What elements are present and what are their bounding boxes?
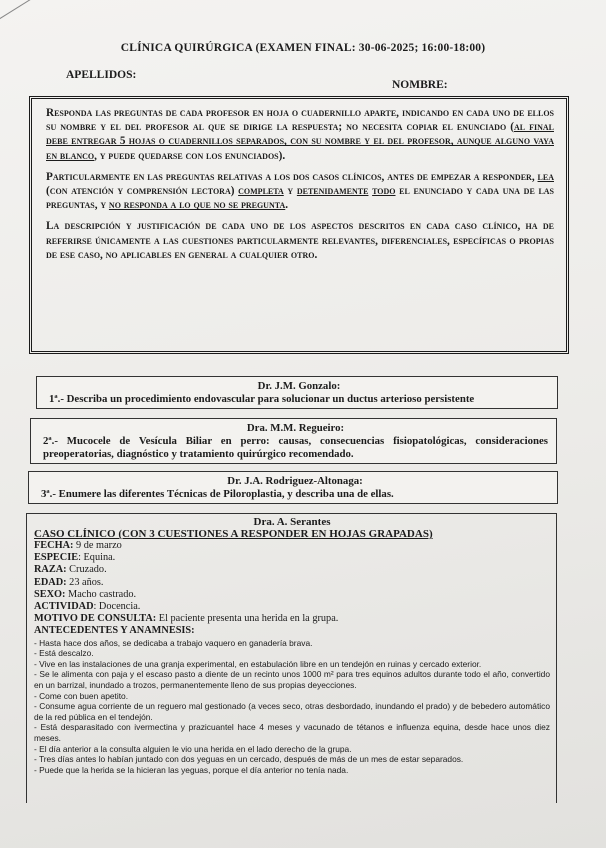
history-line: - Se le alimenta con paja y el escaso pasto a diente de un recinto unos 1000 m² para tres equinos adultos durante todo el año, convertido en un barrizal, inundado a trozos, permanentemente lleno de sus propias deyecciones. <box>34 669 550 690</box>
question-box-2 <box>30 418 557 464</box>
instructions-paragraph-2 <box>46 170 554 213</box>
history-line: - El día anterior a la consulta alguien le vio una herida en el lado derecho de la grupa. <box>34 743 352 754</box>
nombre-label: NOMBRE: <box>392 79 448 91</box>
case-field <box>34 601 550 613</box>
case-professor: Dra. A. Serantes <box>253 516 331 528</box>
case-field <box>34 613 550 625</box>
instr-text: . <box>285 199 289 212</box>
question-text: 1ª.- Describa un procedimiento endovascular para solucionar un ductus arterioso persistente <box>49 393 475 405</box>
field-label: FECHA: <box>34 540 74 551</box>
apellidos-label: APELLIDOS: <box>66 69 137 81</box>
case-field <box>34 552 550 564</box>
history-line: - Come con buen apetito. <box>34 690 129 701</box>
question-box-1 <box>36 376 558 409</box>
question-professor: Dr. J.A. Rodriguez-Altonaga: <box>227 475 363 487</box>
history-line: - Está descalzo. <box>34 648 94 659</box>
case-title: CASO CLÍNICO (CON 3 CUESTIONES A RESPONDER EN HOJAS GRAPADAS) <box>34 528 433 540</box>
field-value: : Equina. <box>78 552 116 564</box>
history-title: ANTECEDENTES Y ANAMNESIS: <box>34 625 195 637</box>
instr-text: y <box>283 185 297 198</box>
instr-underlined: completa <box>238 185 284 198</box>
field-value: : Docencia. <box>93 601 141 613</box>
field-value: 9 de marzo <box>73 540 122 551</box>
field-value: Macho castrado. <box>65 588 137 600</box>
instr-underlined: al final debe entregar 5 hojas o cuadernillos separados, con su nombre y el del profesor, aunque alguno vaya en blanco <box>46 121 554 162</box>
history-line: - Puede que la herida se la hicieran las yeguas, porque el día anterior no tenía nada. <box>34 764 349 775</box>
instructions-paragraph-1 <box>46 106 554 163</box>
instr-text: el enunciado y cada una de las preguntas, y <box>46 185 555 212</box>
field-value: El paciente presenta una herida en la grupa. <box>156 613 339 625</box>
history-line: - Tres días antes lo habían juntado con dos yeguas en un cercado, después de más de un mes de estar separados. <box>34 754 464 765</box>
field-label: ESPECIE <box>34 552 79 564</box>
field-value: Cruzado. <box>66 564 107 576</box>
field-label: ACTIVIDAD <box>34 601 94 613</box>
case-field <box>34 577 550 589</box>
instr-underlined: detenidamente <box>296 185 369 198</box>
question-professor: Dra. M.M. Regueiro: <box>246 422 345 434</box>
clinical-case-box <box>26 513 557 803</box>
case-field <box>34 540 550 552</box>
question-box-3 <box>28 471 558 504</box>
instr-text: Responda las preguntas de cada profesor en hoja o cuadernillo aparte, indicando en cada uno de ellos su nombre y el del profesor al que se dirige la respuesta; no necesita copiar el enunciado ( <box>46 107 554 134</box>
question-professor: Dr. J.M. Gonzalo: <box>257 380 341 392</box>
instr-underlined: todo <box>372 185 396 198</box>
instr-underlined: no responda a lo que no se pregunta <box>108 199 286 212</box>
history-line: - Hasta hace dos años, se dedicaba a trabajo vaquero en ganadería brava. <box>34 637 313 648</box>
field-label: SEXO: <box>34 588 66 600</box>
instr-text: (con atención y comprensión lectora) <box>46 185 239 198</box>
question-text: 3ª.- Enumere las diferentes Técnicas de Piloroplastia, y describa una de ellas. <box>41 488 394 500</box>
instructions-box <box>29 96 569 354</box>
instr-text: , y puede quedarse con los enunciados). <box>94 149 286 162</box>
folded-corner-mark <box>0 0 33 20</box>
history-line: - Está desparasitado con ivermectina y prazicuantel hace 4 meses y vacunado de tétanos e influenza equina, desde hace unos diez meses. <box>34 722 550 743</box>
field-label: EDAD: <box>34 576 67 588</box>
field-label: MOTIVO DE CONSULTA: <box>34 613 157 625</box>
field-value: 23 años. <box>66 576 104 588</box>
case-field <box>34 564 550 576</box>
case-field <box>34 589 550 601</box>
history-line: - Consume agua corriente de un reguero mal gestionado (a veces seco, otras desbordado, inundando el prado) y de bebedero automático de la red pública en el tendejón. <box>34 701 550 722</box>
field-label: RAZA: <box>34 564 67 576</box>
history-line: - Vive en las instalaciones de una granja experimental, en estabulación libre en un tendejón en ruinas y cercado exterior. <box>34 658 482 669</box>
instr-underlined: lea <box>537 170 554 183</box>
instructions-paragraph-3: La descripción y justificación de cada uno de los aspectos descritos en cada caso clínico, ha de referirse únicamente a las cuestiones particularmente relevantes, diferenciales, específicas o propias de ese caso, no aplicables en general a cualquier otro. <box>46 220 554 261</box>
exam-title: CLÍNICA QUIRÚRGICA (EXAMEN FINAL: 30-06-2025; 16:00-18:00) <box>120 42 486 54</box>
question-text: 2ª.- Mucocele de Vesícula Biliar en perro: causas, consecuencias fisiopatológicas, consideraciones preoperatorias, diagnóstico y tratamiento quirúrgico recomendado. <box>43 435 548 460</box>
instr-text: Particularmente en las preguntas relativas a los dos casos clínicos, antes de empezar a responder, <box>46 170 538 183</box>
